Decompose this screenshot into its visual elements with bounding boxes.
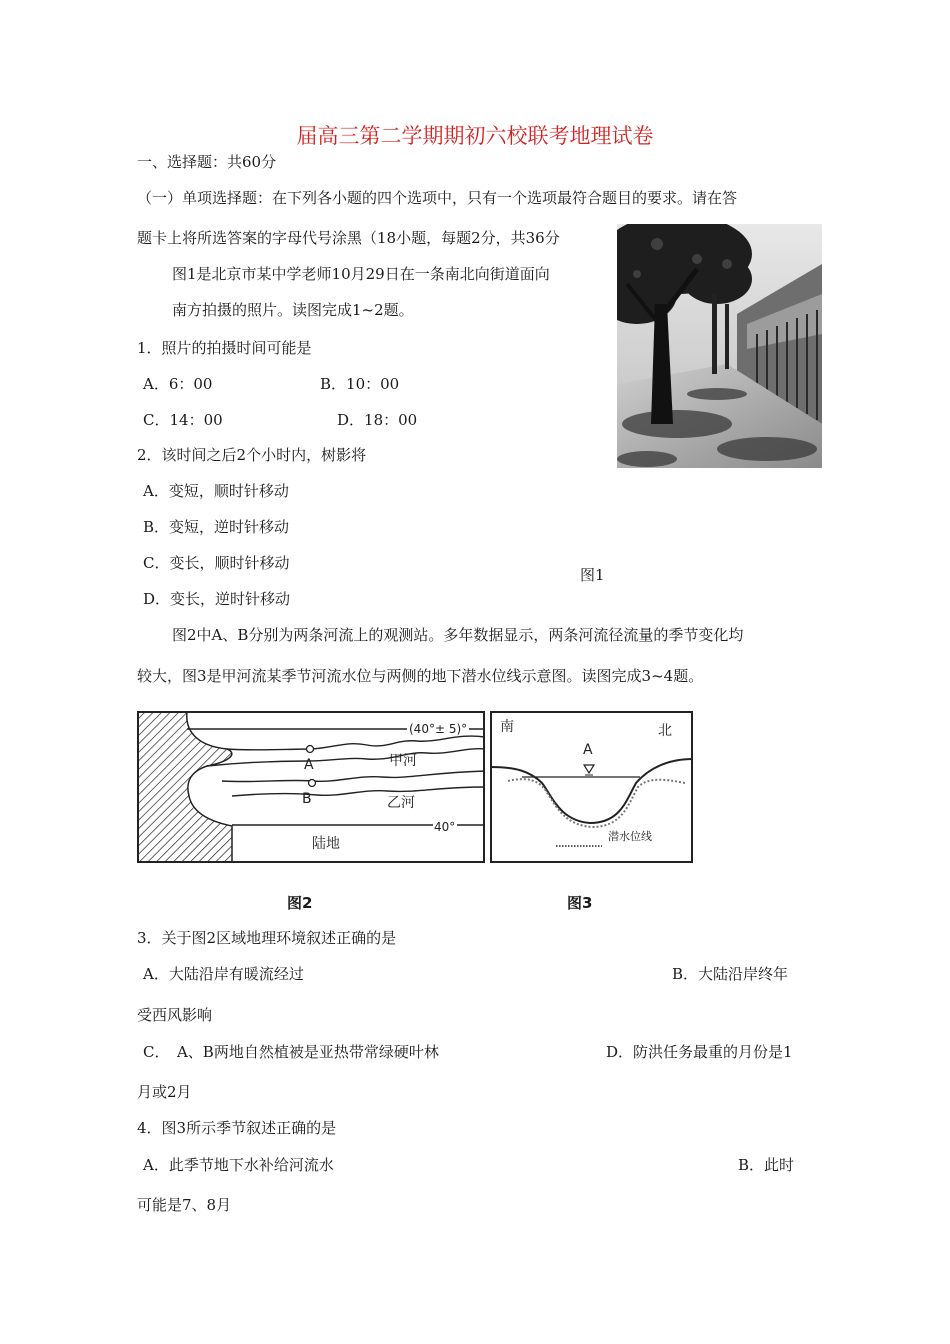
- instructions-line-1: （一）单项选择题：在下列各小题的四个选项中，只有一个选项最符合题目的要求。请在答: [137, 189, 738, 207]
- question-1-option-c: C．14：00: [143, 411, 223, 429]
- question-3-option-d: D．防洪任务最重的月份是1: [606, 1043, 793, 1061]
- question-3-option-d-continued: 月或2月: [137, 1083, 192, 1101]
- intro-fig2-line-2: 较大，图3是甲河流某季节河流水位与两侧的地下潜水位线示意图。读图完成3~4题。: [137, 667, 704, 685]
- station-a-label: A: [304, 757, 314, 773]
- question-4-stem: 4．图3所示季节叙述正确的是: [137, 1119, 337, 1137]
- figure-3-cross-section: [490, 711, 693, 863]
- question-4-option-a: A．此季节地下水补给河流水: [143, 1156, 334, 1174]
- legend-label: 潜水位线: [608, 830, 652, 843]
- intro-fig2-line-1: 图2中A、B分别为两条河流上的观测站。多年数据显示，两条河流径流量的季节变化均: [172, 626, 744, 644]
- station-b-label: B: [302, 791, 312, 807]
- question-3-stem: 3．关于图2区域地理环境叙述正确的是: [137, 929, 397, 947]
- lat-top-label: (40°± 5)°: [409, 722, 468, 736]
- intro-fig1-line-2: 南方拍摄的照片。读图完成1~2题。: [172, 301, 414, 319]
- intro-fig1-line-1: 图1是北京市某中学老师10月29日在一条南北向街道面向: [172, 265, 550, 283]
- question-1-stem: 1．照片的拍摄时间可能是: [137, 339, 312, 357]
- question-1-option-d: D．18：00: [337, 411, 418, 429]
- section-heading: 一、选择题：共60分: [137, 153, 277, 171]
- river-yi-label: 乙河: [387, 795, 415, 811]
- station-b-marker: [309, 780, 316, 787]
- question-4-option-b-continued: 可能是7、8月: [137, 1196, 232, 1214]
- north-label: 北: [658, 723, 672, 739]
- question-2-option-d: D．变长，逆时针移动: [143, 590, 291, 608]
- question-2-option-a: A．变短，顺时针移动: [143, 482, 289, 500]
- question-1-option-b: B．10：00: [320, 375, 400, 393]
- figure-2-map: [137, 711, 485, 863]
- question-2-option-b: B．变短，逆时针移动: [143, 518, 290, 536]
- figure-3-caption: 图3: [567, 894, 593, 912]
- river-jia-label: 甲河: [389, 753, 417, 769]
- question-4-option-b: B．此时: [738, 1156, 795, 1174]
- point-a-label: A: [583, 742, 593, 758]
- station-a-marker: [307, 746, 314, 753]
- south-label: 南: [500, 719, 514, 735]
- question-2-stem: 2．该时间之后2个小时内，树影将: [137, 446, 367, 464]
- question-3-option-b: B．大陆沿岸终年: [672, 965, 789, 983]
- question-2-option-c: C．变长，顺时针移动: [143, 554, 290, 572]
- page-title: 届高三第二学期期初六校联考地理试卷: [296, 124, 654, 148]
- instructions-line-2: 题卡上将所选答案的字母代号涂黑（18小题，每题2分，共36分: [137, 229, 560, 247]
- figure-1-caption: 图1: [580, 566, 605, 584]
- lat-bottom-label: 40°: [434, 820, 456, 834]
- question-3-option-a: A．大陆沿岸有暖流经过: [143, 965, 304, 983]
- question-3-option-b-continued: 受西风影响: [137, 1006, 213, 1024]
- question-1-option-a: A．6：00: [143, 375, 213, 393]
- figure-1-photo: [617, 224, 822, 468]
- land-label: 陆地: [312, 836, 340, 852]
- figure-2-caption: 图2: [287, 894, 313, 912]
- question-3-option-c: C． A、B两地自然植被是亚热带常绿硬叶林: [143, 1043, 439, 1061]
